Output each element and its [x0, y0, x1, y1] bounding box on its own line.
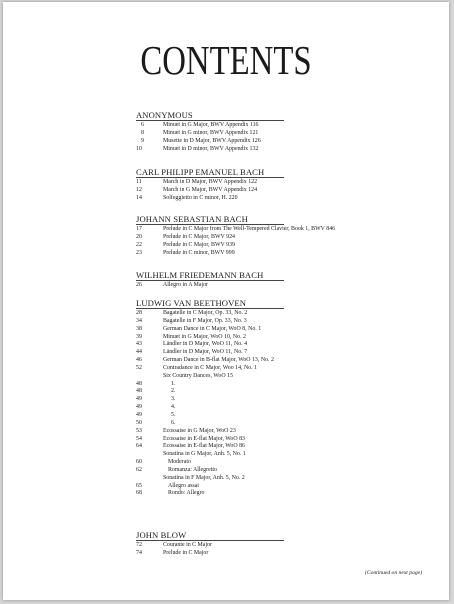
entry-page-number: 49: [136, 404, 142, 411]
entry-title: Allegro assai: [168, 482, 199, 489]
composer-rule: [136, 280, 284, 281]
entry-page-number: 10: [136, 145, 142, 152]
entry-title: Sonatina in G Major, Anh. 5, No. 1: [163, 451, 246, 458]
entry-title: 5.: [171, 411, 176, 418]
composer-heading: CARL PHILIPP EMANUEL BACH: [136, 167, 265, 177]
entry-title: Prelude in C Major, BWV 924: [163, 233, 235, 240]
entry-title: German Dance in B-flat Major, WoO 13, No. 2: [163, 357, 274, 364]
entry-title: March in D Major, BWV Appendix 122: [163, 179, 258, 185]
entry-title: Allegro in A Major: [163, 282, 208, 288]
composer-rule: [136, 120, 284, 121]
entry-page-number: 72: [136, 542, 142, 548]
entry-page-number: 52: [136, 364, 142, 371]
entry-page-number: 60: [136, 459, 142, 466]
composer-heading: LUDWIG VAN BEETHOVEN: [136, 298, 247, 308]
entry-title: Bagatelle in F Major, Op. 33, No. 3: [163, 317, 247, 324]
entry-page-number: 14: [136, 194, 142, 201]
entry-title: Contradance in C Major, Woo 14, No. 1: [163, 364, 258, 371]
entry-page-number: 43: [136, 341, 142, 348]
entry-title: Ländler in D Major, WoO 11, No. 4: [163, 341, 248, 348]
composer-rule: [136, 224, 284, 225]
entry-page-number: 54: [136, 435, 142, 442]
entry-title: March in G Major, BWV Appendix 124: [163, 186, 258, 193]
entry-page-number: 64: [136, 443, 142, 450]
entry-page-number: 9: [141, 137, 144, 144]
composer-rule: [136, 177, 284, 178]
entry-title: Ecossaise in G Major, WoO 23: [163, 427, 236, 434]
entry-title: Minuet in G minor, BWV Appendix 121: [163, 129, 259, 136]
entry-title: Solfeggietto in C minor, H. 220: [163, 194, 238, 201]
entry-title: 2.: [171, 388, 176, 395]
entry-page-number: 34: [136, 317, 142, 324]
page-title: CONTENTS: [140, 37, 312, 83]
entry-page-number: 50: [136, 419, 142, 426]
entry-title: Minuet in D minor, BWV Appendix 132: [163, 145, 259, 152]
entry-page-number: 62: [136, 466, 142, 473]
entry-page-number: 74: [136, 549, 142, 556]
entry-page-number: 8: [141, 129, 144, 136]
entry-page-number: 38: [136, 325, 142, 332]
entry-title: Prelude in C minor, BWV 999: [163, 249, 235, 256]
entry-title: German Dance in C Major, WoO 8, No. 1: [163, 325, 262, 332]
entry-page-number: 68: [136, 490, 142, 497]
entry-page-number: 44: [136, 349, 142, 356]
entry-page-number: 49: [136, 396, 142, 403]
entry-page-number: 22: [136, 241, 142, 248]
composer-rule: [136, 308, 284, 309]
entry-page-number: 26: [136, 282, 142, 288]
entry-page-number: 23: [136, 249, 142, 256]
composer-heading: JOHN BLOW: [136, 530, 187, 540]
entry-title: 6.: [171, 419, 176, 426]
entry-title: Rondo: Allegro: [168, 490, 205, 497]
composer-rule: [136, 540, 284, 541]
entry-page-number: 28: [136, 310, 142, 316]
entry-title: Musette in D Major, BWV Appendix 126: [163, 137, 261, 144]
contents-page: [3, 2, 449, 600]
entry-page-number: 46: [136, 357, 142, 364]
composer-heading: ANONYMOUS: [136, 110, 193, 120]
entry-title: Minuet in G Major, BWV Appendix 116: [163, 122, 259, 128]
entry-title: Prelude in C Major from The Well-Tempered Clavier, Book 1, BWV 846: [163, 226, 336, 232]
entry-page-number: 6: [141, 122, 144, 128]
entry-page-number: 39: [136, 333, 142, 340]
entry-title: Sonatina in F Major, Anh. 5, No. 2: [163, 474, 245, 481]
entry-title: 3.: [171, 396, 176, 403]
entry-page-number: 48: [136, 380, 142, 387]
entry-title: Six Country Dances, WoO 15: [163, 372, 233, 379]
entry-page-number: 11: [136, 179, 142, 185]
entry-title: Ecossaise in E-flat Major, WoO 83: [163, 435, 245, 442]
entry-title: Ländler in D Major, WoO 11, No. 7: [163, 349, 248, 356]
entry-title: Prelude in C Major, BWV 939: [163, 241, 235, 248]
composer-heading: WILHELM FRIEDEMANN BACH: [136, 270, 264, 280]
entry-page-number: 48: [136, 388, 142, 395]
entry-title: Courante in C Major: [163, 542, 212, 548]
entry-page-number: 17: [136, 226, 142, 232]
entry-page-number: 12: [136, 186, 142, 193]
entry-title: Moderato: [168, 459, 191, 466]
entry-page-number: 65: [136, 482, 142, 489]
entry-page-number: 20: [136, 233, 142, 240]
composer-heading: JOHANN SEBASTIAN BACH: [136, 214, 248, 224]
entry-title: Romanza: Allegretto: [168, 466, 217, 473]
entry-title: 4.: [171, 404, 176, 411]
entry-title: Minuet in G Major, WoO 10, No. 2: [163, 333, 246, 340]
entry-page-number: 53: [136, 427, 142, 434]
entry-title: Bagatelle in C Major, Op. 33, No. 2: [163, 310, 248, 316]
continued-note: (Continued on next page): [364, 570, 422, 576]
entry-title: Ecossaise in E-flat Major, WoO 86: [163, 443, 245, 450]
entry-title: Prelude in C Major: [163, 549, 209, 556]
entry-page-number: 49: [136, 411, 142, 418]
entry-title: 1.: [171, 380, 176, 387]
